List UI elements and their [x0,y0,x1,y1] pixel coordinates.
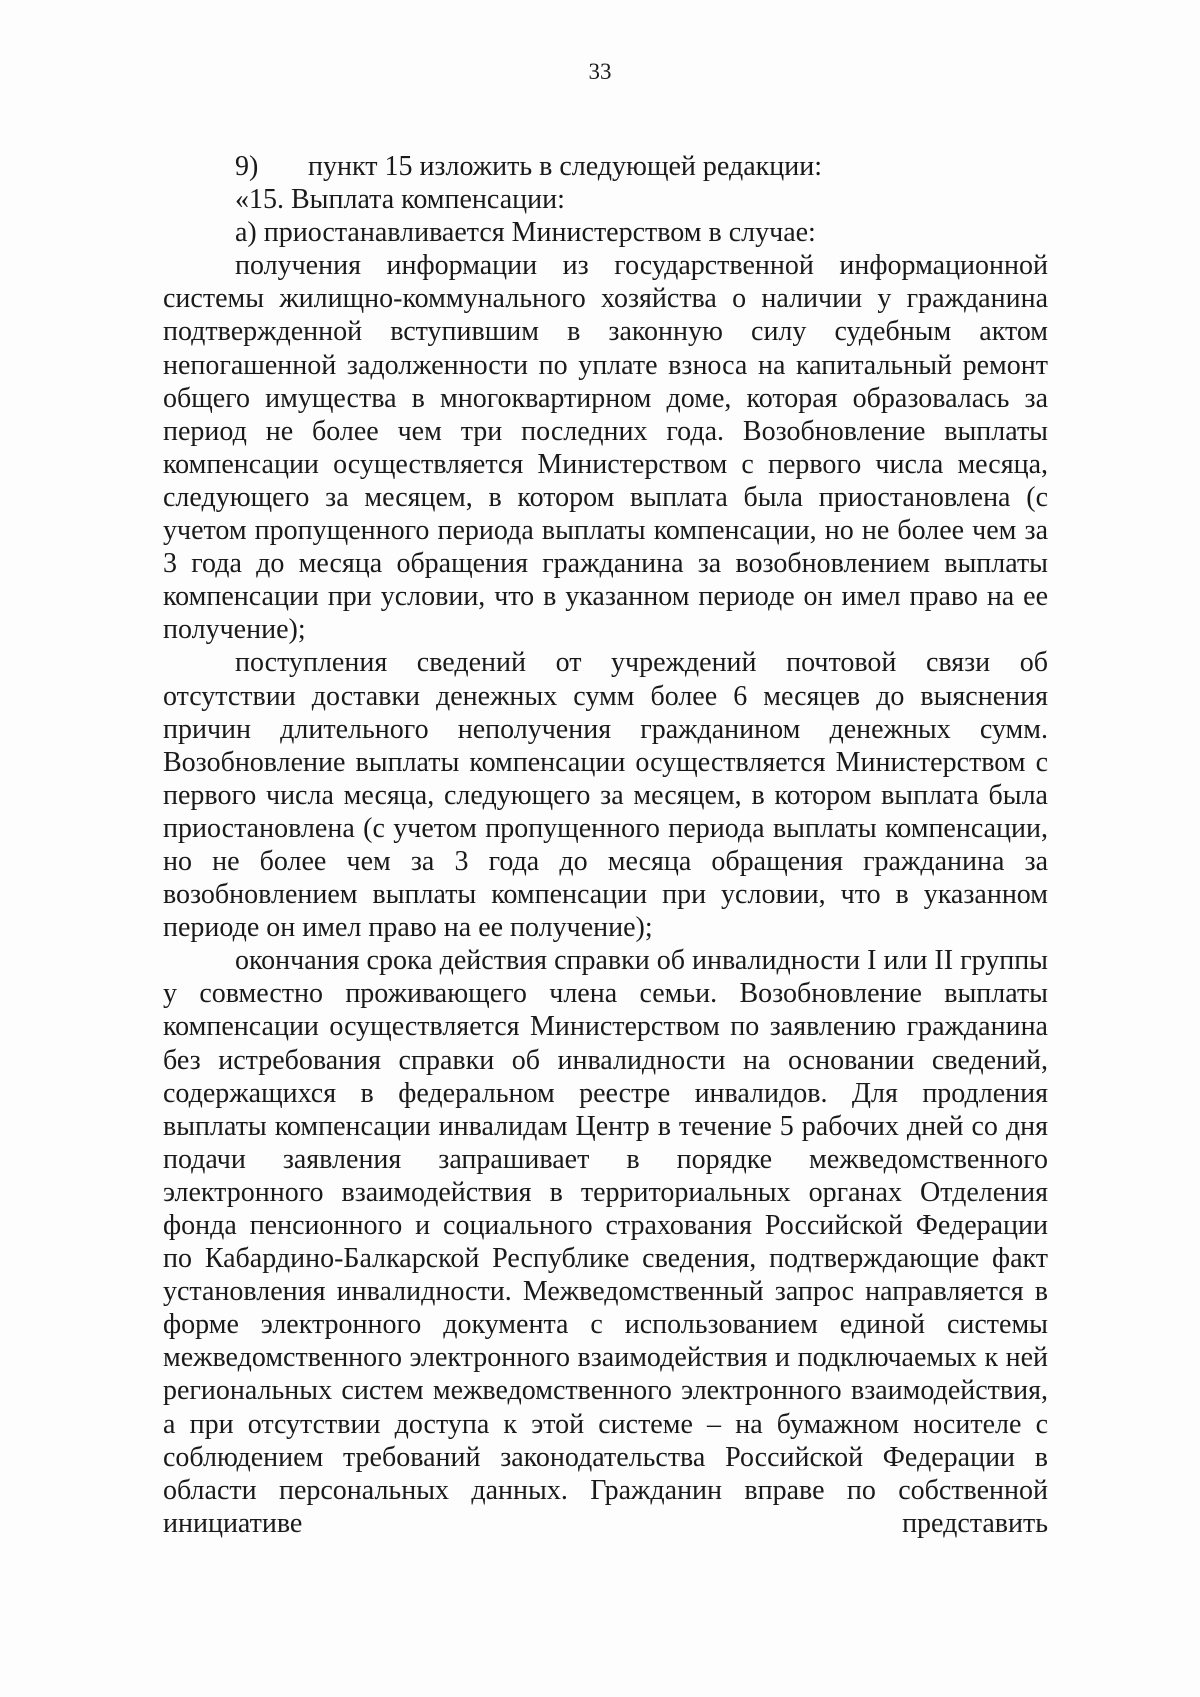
item-number: 9) [235,151,259,182]
paragraph-subclause-a: а) приостанавливается Министерством в случае: [235,217,816,249]
page-number: 33 [588,59,612,84]
list-item-9 [163,150,1048,183]
paragraph-clause-15-title: «15. Выплата компенсации: [235,184,565,216]
paragraph-postal-delivery: поступления сведений от учреждений почтовой связи об отсутствии доставки денежных сумм более 6 месяцев до выяснения причин длительного неполучения гражданином денежных сумм. Возобновление выплаты компенсации осуществляется Министерством с первого числа месяца, следующего за месяцем, в котором выплата была приостановлена (с учетом пропущенного периода выплаты компенсации, но не более чем за 3 года до месяца обращения гражданина за возобновлением выплаты компенсации при условии, что в указанном периоде он имел право на ее получение); [163,647,1048,944]
paragraph-housing-debt: получения информации из государственной информационной системы жилищно-коммунального хозяйства о наличии у гражданина подтвержденной вступившим в законную силу судебным актом непогашенной задолженности по уплате взноса на капитальный ремонт общего имущества в многоквартирном доме, которая образовалась за период не более чем три последних года. Возобновление выплаты компенсации осуществляется Министерством с первого числа месяца, следующего за месяцем, в котором выплата была приостановлена (с учетом пропущенного периода выплаты компенсации, но не более чем за 3 года до месяца обращения гражданина за возобновлением выплаты компенсации при условии, что в указанном периоде он имел право на ее получение); [163,250,1048,646]
document-body [163,150,1048,1540]
paragraph-disability-certificate: окончания срока действия справки об инвалидности I или II группы у совместно проживающего члена семьи. Возобновление выплаты компенсации осуществляется Министерством по заявлению гражданина без истребования справки об инвалидности на основании сведений, содержащихся в федеральном реестре инвалидов. Для продления выплаты компенсации инвалидам Центр в течение 5 рабочих дней со дня подачи заявления запрашивает в порядке межведомственного электронного взаимодействия в территориальных органах Отделения фонда пенсионного и социального страхования Российской Федерации по Кабардино-Балкарской Республике сведения, подтверждающие факт установления инвалидности. Межведомственный запрос направляется в форме электронного документа с использованием единой системы межведомственного электронного взаимодействия и подключаемых к ней региональных систем межведомственного электронного взаимодействия, а при отсутствии доступа к этой системе – на бумажном носителе с соблюдением требований законодательства Российской Федерации в области персональных данных. Гражданин вправе по собственной инициативе представить [163,945,1048,1539]
item-text: пункт 15 изложить в следующей редакции: [308,151,822,182]
